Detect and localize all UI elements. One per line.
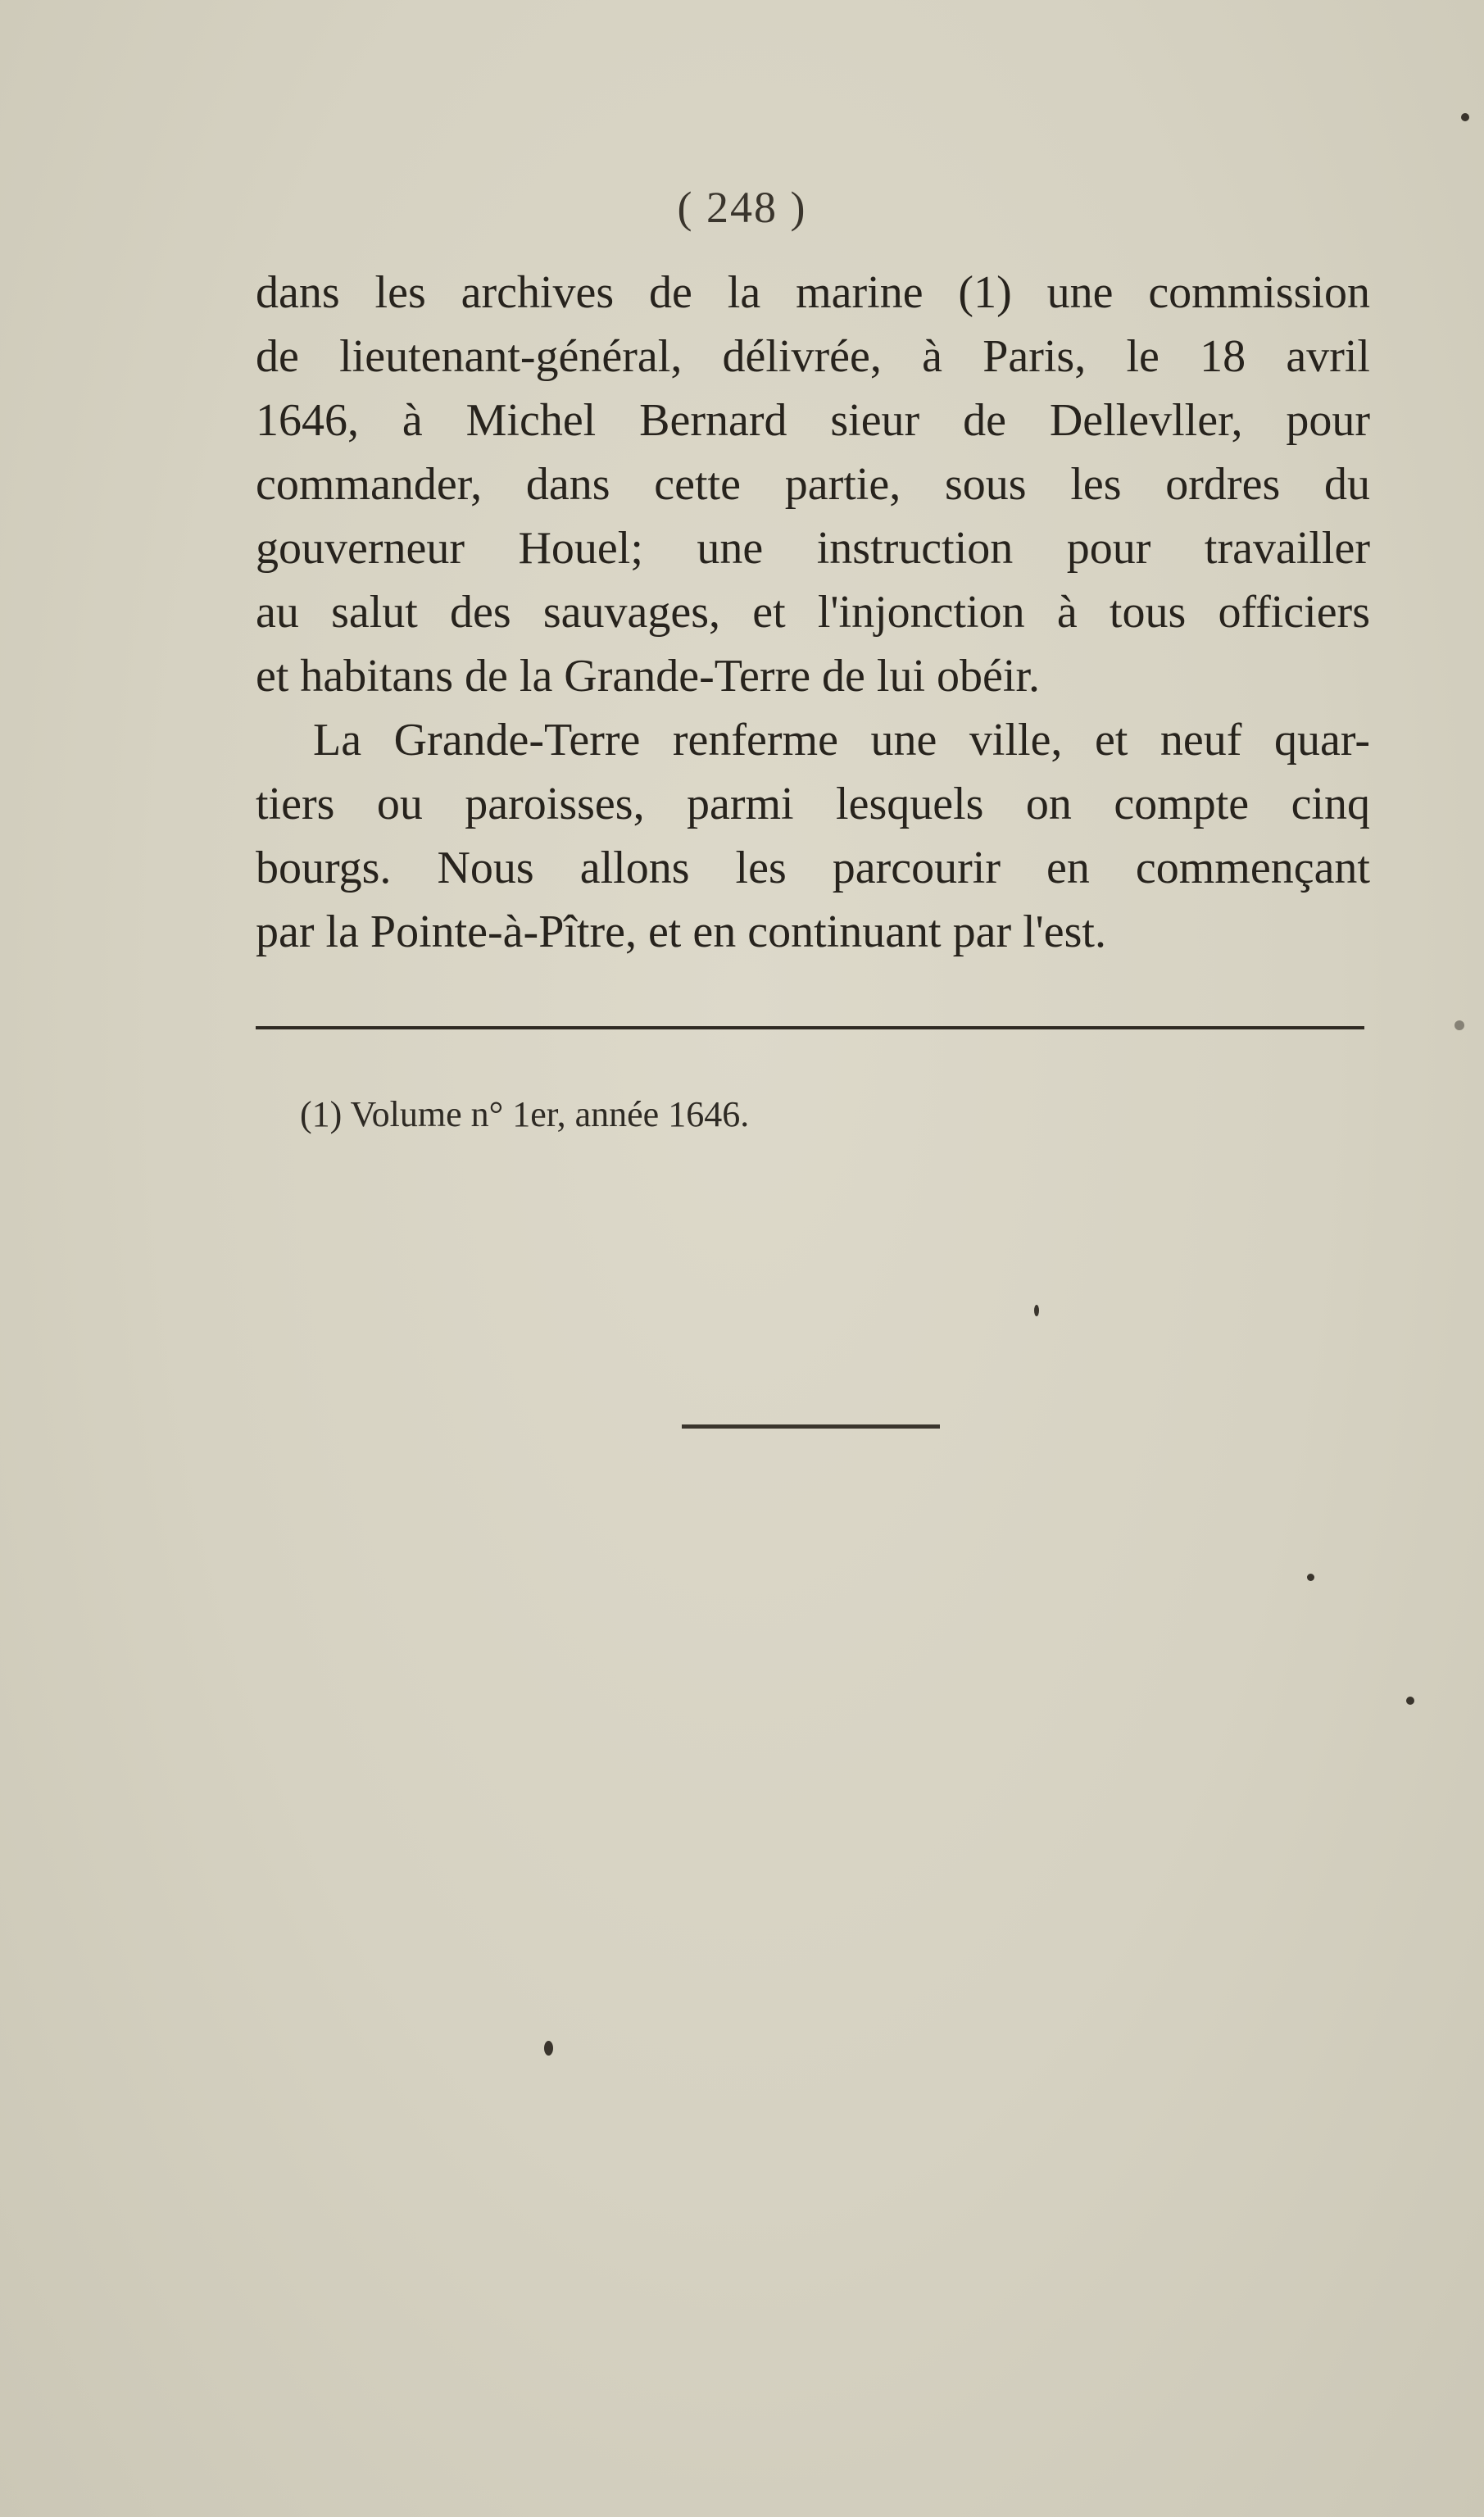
text-line: tiers ou paroisses, parmi lesquels on compte cinq bbox=[256, 779, 1370, 829]
text-line: 1646, à Michel Bernard sieur de Dellevller, pour bbox=[256, 395, 1370, 446]
text-line: gouverneur Houel; une instruction pour travailler bbox=[256, 523, 1370, 574]
text-line: de lieutenant-général, délivrée, à Paris, le 18 avril bbox=[256, 331, 1370, 382]
ink-speck bbox=[1455, 1020, 1464, 1030]
text-line: dans les archives de la marine (1) une commission bbox=[256, 267, 1370, 318]
text-line: par la Pointe-à-Pître, et en continuant par l'est. bbox=[256, 906, 1106, 957]
text-line: commander, dans cette partie, sous les ordres du bbox=[256, 459, 1370, 510]
body-text bbox=[256, 261, 1370, 964]
ink-speck bbox=[1461, 113, 1469, 121]
ink-speck bbox=[1307, 1574, 1314, 1581]
text-line: La Grande-Terre renferme une ville, et neuf quar- bbox=[313, 715, 1370, 766]
text-line: au salut des sauvages, et l'injonction à tous officiers bbox=[256, 587, 1370, 638]
page-number: ( 248 ) bbox=[677, 183, 807, 232]
text-line: et habitans de la Grande-Terre de lui obéir. bbox=[256, 651, 1041, 702]
ink-speck bbox=[544, 2041, 553, 2056]
footnote-separator-rule bbox=[256, 1026, 1364, 1029]
ink-speck bbox=[1406, 1697, 1414, 1705]
ink-speck bbox=[1034, 1305, 1039, 1316]
end-rule bbox=[682, 1424, 940, 1429]
text-line: bourgs. Nous allons les parcourir en commençant bbox=[256, 843, 1370, 893]
footnote: (1) Volume n° 1er, année 1646. bbox=[300, 1094, 750, 1134]
